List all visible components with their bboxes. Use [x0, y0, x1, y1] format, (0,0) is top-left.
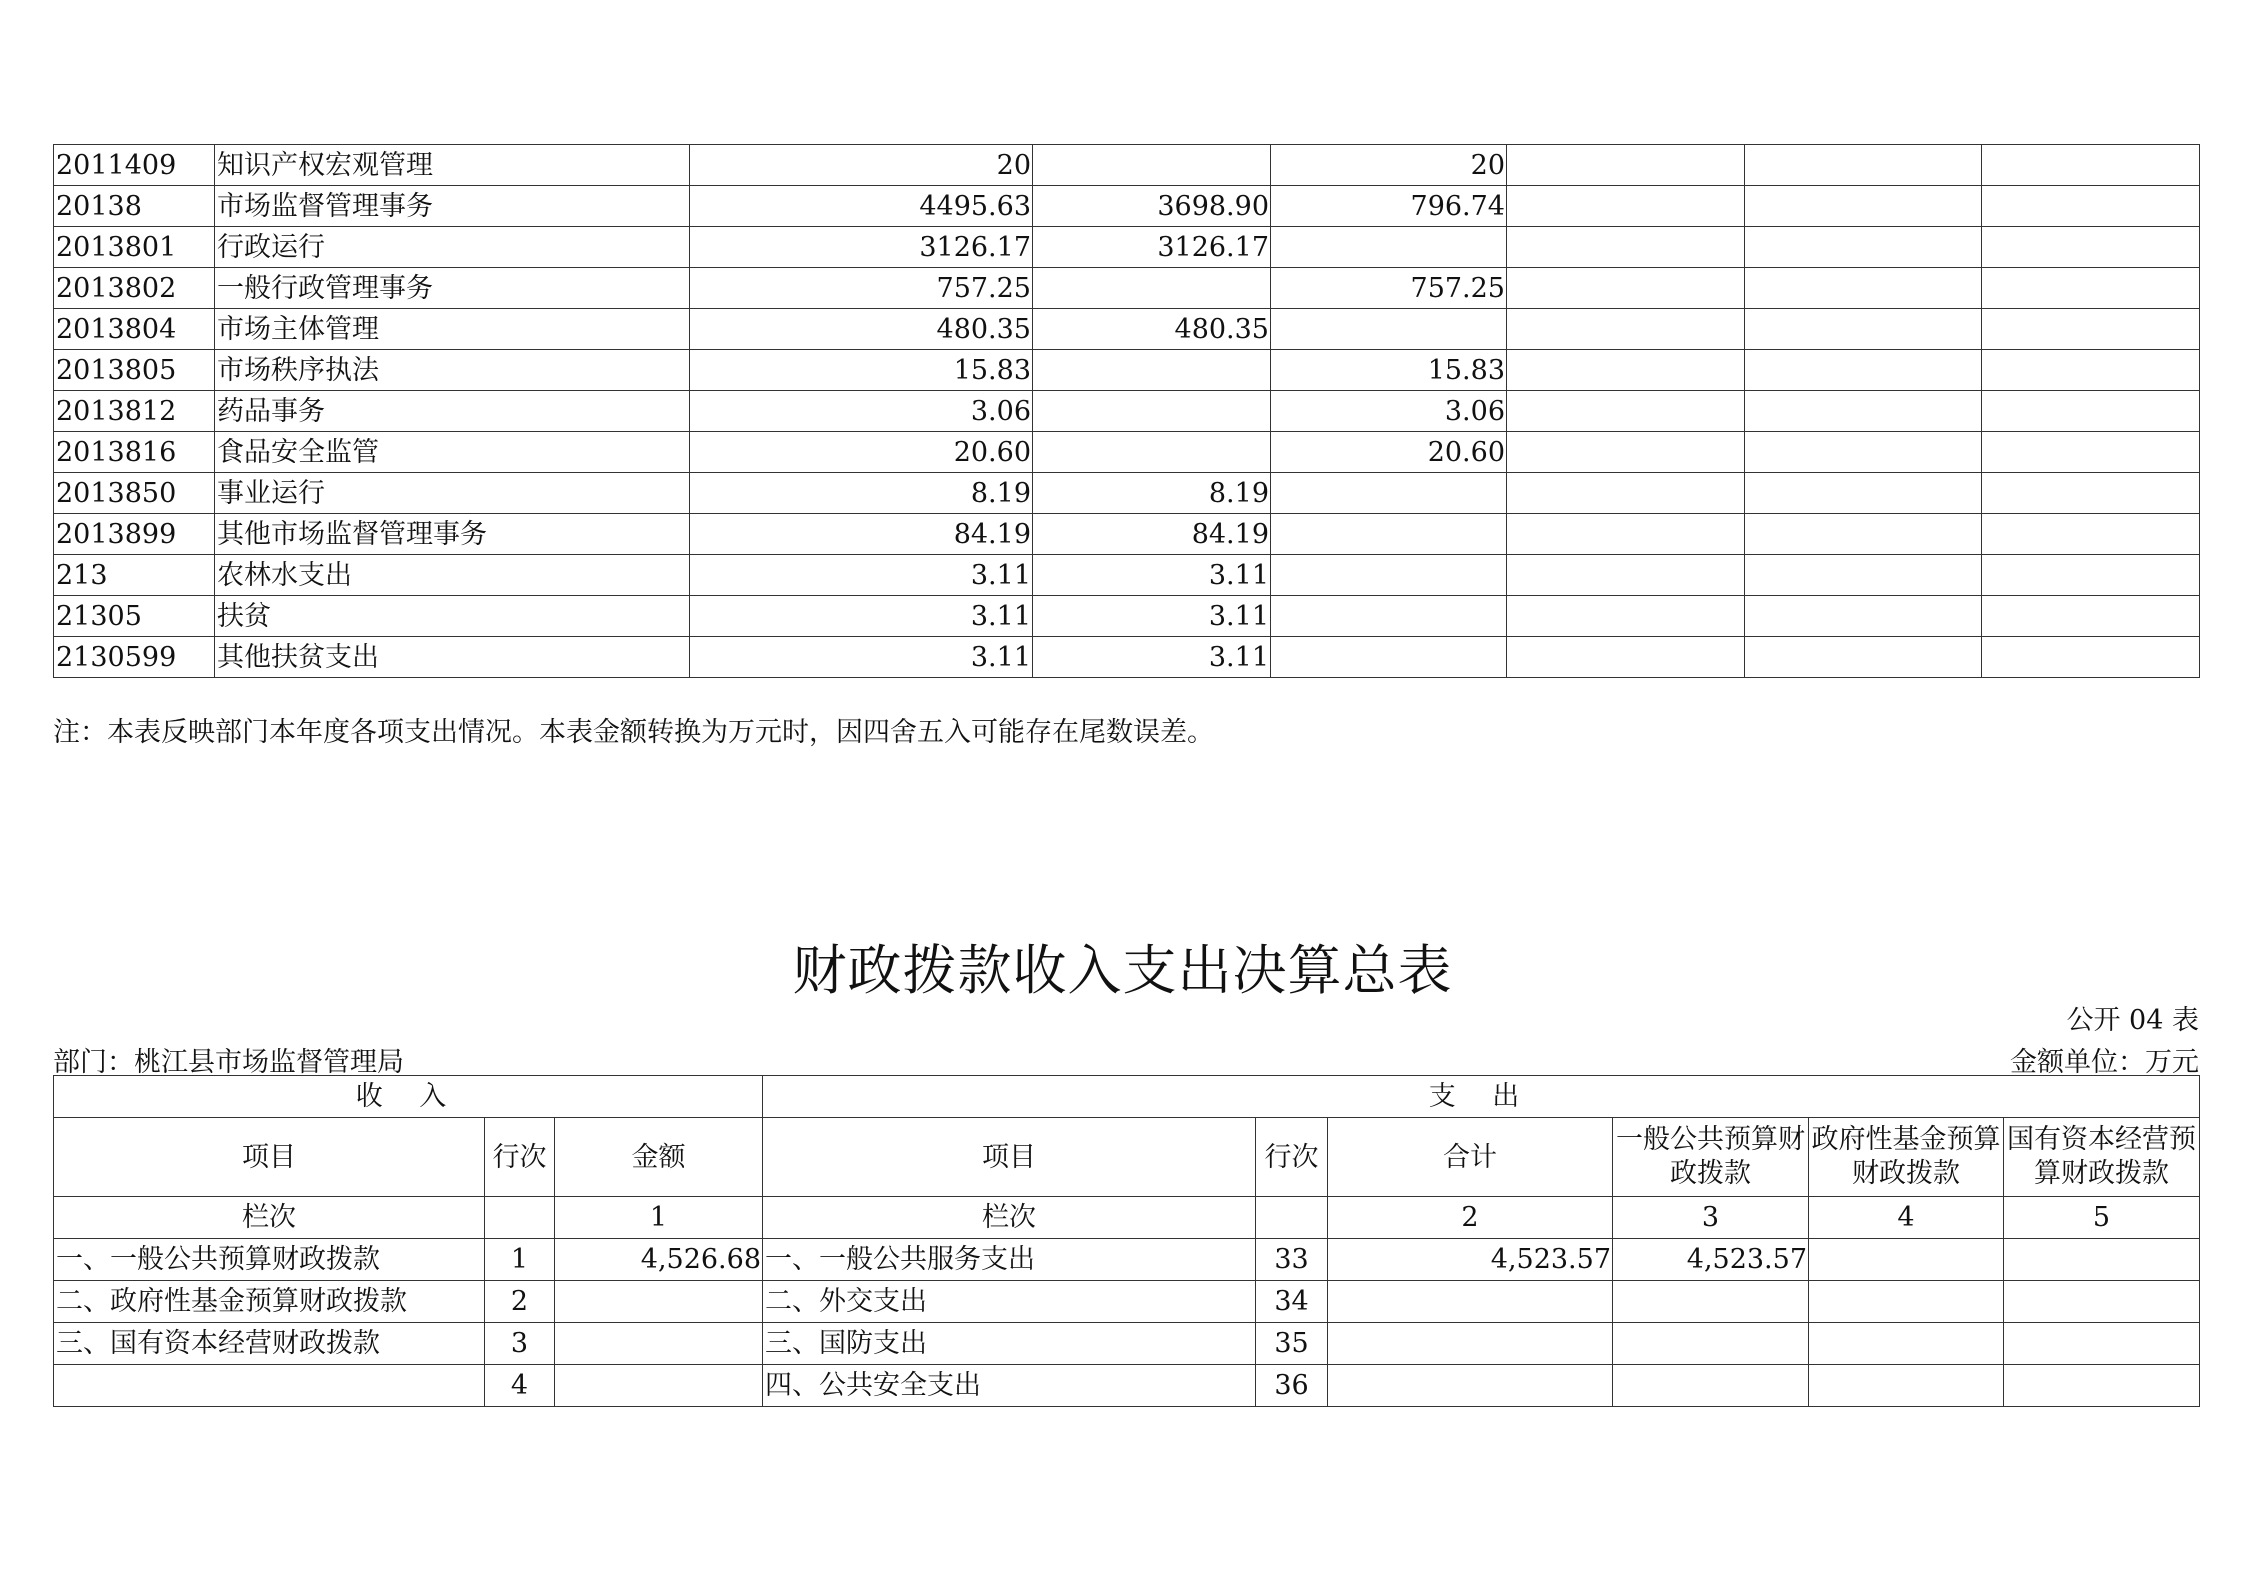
table-row: [54, 1365, 2200, 1407]
amount-unit-label: 金额单位：万元: [2010, 1047, 2199, 1078]
row-extra-cell: [1507, 268, 1745, 309]
column-header-row: [54, 1118, 2200, 1197]
section-header-row: [54, 1076, 2200, 1118]
expense-item-header: 项目: [763, 1118, 1256, 1197]
row-total-cell: 3.11: [690, 596, 1033, 637]
row-basic-cell: [1033, 432, 1271, 473]
fiscal-summary-table: [53, 1075, 2200, 1407]
table-row: [54, 1239, 2200, 1281]
expense-item-cell: 二、外交支出: [763, 1281, 1256, 1323]
expense-lanci-label: 栏次: [763, 1197, 1256, 1239]
expenditure-table-body: [54, 145, 2200, 678]
row-extra-cell: [1982, 391, 2200, 432]
row-extra-cell: [1507, 309, 1745, 350]
row-extra-cell: [1507, 227, 1745, 268]
row-extra-cell: [1507, 637, 1745, 678]
income-item-cell: 一、一般公共预算财政拨款: [54, 1239, 485, 1281]
income-section-header: 收 入: [54, 1076, 763, 1118]
row-project-cell: 796.74: [1271, 186, 1507, 227]
income-item-header: 项目: [54, 1118, 485, 1197]
report-title: 财政拨款收入支出决算总表: [792, 939, 1453, 1002]
row-total-cell: 4495.63: [690, 186, 1033, 227]
row-extra-cell: [1507, 514, 1745, 555]
expense-line-cell: 35: [1256, 1323, 1328, 1365]
row-code-cell: 2011409: [54, 145, 215, 186]
expense-item-cell: 一、一般公共服务支出: [763, 1239, 1256, 1281]
expense-total-cell: 4,523.57: [1328, 1239, 1613, 1281]
column-number-4: 4: [1809, 1197, 2004, 1239]
expense-general-cell: [1613, 1365, 1809, 1407]
row-extra-cell: [1982, 432, 2200, 473]
row-extra-cell: [1982, 309, 2200, 350]
expense-total-cell: [1328, 1281, 1613, 1323]
expenditure-table: [53, 144, 2200, 678]
row-extra-cell: [1507, 555, 1745, 596]
row-extra-cell: [1745, 391, 1982, 432]
expense-fund-cell: [1809, 1239, 2004, 1281]
row-extra-cell: [1507, 186, 1745, 227]
row-basic-cell: 3126.17: [1033, 227, 1271, 268]
expense-state-cell: [2004, 1365, 2200, 1407]
expense-item-cell: 四、公共安全支出: [763, 1365, 1256, 1407]
row-total-cell: 15.83: [690, 350, 1033, 391]
income-item-cell: [54, 1365, 485, 1407]
expense-state-cell: [2004, 1281, 2200, 1323]
row-extra-cell: [1745, 309, 1982, 350]
row-extra-cell: [1507, 350, 1745, 391]
table-row: [54, 268, 2200, 309]
row-basic-cell: 3.11: [1033, 555, 1271, 596]
row-basic-cell: 3.11: [1033, 596, 1271, 637]
row-code-cell: 2013812: [54, 391, 215, 432]
row-total-cell: 3.11: [690, 555, 1033, 596]
income-item-cell: 二、政府性基金预算财政拨款: [54, 1281, 485, 1323]
expense-section-header: 支 出: [763, 1076, 2200, 1118]
row-code-cell: 20138: [54, 186, 215, 227]
row-name-cell: 市场监督管理事务: [215, 186, 690, 227]
income-amount-cell: 4,526.68: [555, 1239, 763, 1281]
row-code-cell: 2013802: [54, 268, 215, 309]
income-lanci-label: 栏次: [54, 1197, 485, 1239]
row-code-cell: 2013805: [54, 350, 215, 391]
row-project-cell: 20.60: [1271, 432, 1507, 473]
table-row: [54, 514, 2200, 555]
state-capital-header: 国有资本经营预算财政拨款: [2004, 1118, 2200, 1197]
row-name-cell: 农林水支出: [215, 555, 690, 596]
income-line-header: 行次: [485, 1118, 555, 1197]
row-name-cell: 扶贫: [215, 596, 690, 637]
table-row: [54, 596, 2200, 637]
income-line-number-cell: [485, 1197, 555, 1239]
income-line-cell: 2: [485, 1281, 555, 1323]
column-number-2: 2: [1328, 1197, 1613, 1239]
row-name-cell: 知识产权宏观管理: [215, 145, 690, 186]
row-basic-cell: 84.19: [1033, 514, 1271, 555]
row-total-cell: 84.19: [690, 514, 1033, 555]
row-name-cell: 行政运行: [215, 227, 690, 268]
row-name-cell: 市场秩序执法: [215, 350, 690, 391]
row-name-cell: 其他市场监督管理事务: [215, 514, 690, 555]
row-name-cell: 一般行政管理事务: [215, 268, 690, 309]
expense-line-cell: 36: [1256, 1365, 1328, 1407]
table-note: 注：本表反映部门本年度各项支出情况。本表金额转换为万元时，因四舍五入可能存在尾数误差。: [53, 717, 1214, 748]
expense-fund-cell: [1809, 1281, 2004, 1323]
row-total-cell: 8.19: [690, 473, 1033, 514]
row-extra-cell: [1982, 186, 2200, 227]
table-row: [54, 1323, 2200, 1365]
row-name-cell: 事业运行: [215, 473, 690, 514]
row-code-cell: 2130599: [54, 637, 215, 678]
row-extra-cell: [1507, 596, 1745, 637]
expense-general-cell: [1613, 1323, 1809, 1365]
table-row: [54, 186, 2200, 227]
row-code-cell: 2013850: [54, 473, 215, 514]
income-amount-cell: [555, 1365, 763, 1407]
expense-state-cell: [2004, 1239, 2200, 1281]
row-extra-cell: [1745, 145, 1982, 186]
row-extra-cell: [1982, 473, 2200, 514]
table-row: [54, 227, 2200, 268]
row-extra-cell: [1982, 596, 2200, 637]
row-project-cell: [1271, 637, 1507, 678]
row-project-cell: 20: [1271, 145, 1507, 186]
expense-state-cell: [2004, 1323, 2200, 1365]
row-extra-cell: [1745, 637, 1982, 678]
row-project-cell: 757.25: [1271, 268, 1507, 309]
row-total-cell: 3.11: [690, 637, 1033, 678]
row-project-cell: [1271, 555, 1507, 596]
row-project-cell: 3.06: [1271, 391, 1507, 432]
row-code-cell: 2013899: [54, 514, 215, 555]
row-extra-cell: [1507, 473, 1745, 514]
table-row: [54, 350, 2200, 391]
row-project-cell: [1271, 473, 1507, 514]
expense-fund-cell: [1809, 1365, 2004, 1407]
row-project-cell: [1271, 227, 1507, 268]
row-total-cell: 757.25: [690, 268, 1033, 309]
row-extra-cell: [1745, 268, 1982, 309]
row-code-cell: 213: [54, 555, 215, 596]
row-total-cell: 20: [690, 145, 1033, 186]
row-extra-cell: [1745, 350, 1982, 391]
row-extra-cell: [1745, 596, 1982, 637]
row-extra-cell: [1982, 145, 2200, 186]
row-total-cell: 480.35: [690, 309, 1033, 350]
row-basic-cell: [1033, 391, 1271, 432]
form-code: 公开 04 表: [2066, 1005, 2199, 1036]
income-line-cell: 3: [485, 1323, 555, 1365]
row-name-cell: 食品安全监管: [215, 432, 690, 473]
row-extra-cell: [1982, 350, 2200, 391]
expense-line-header: 行次: [1256, 1118, 1328, 1197]
row-extra-cell: [1982, 637, 2200, 678]
expense-line-cell: 33: [1256, 1239, 1328, 1281]
row-basic-cell: 3698.90: [1033, 186, 1271, 227]
expense-fund-cell: [1809, 1323, 2004, 1365]
row-extra-cell: [1982, 555, 2200, 596]
expense-general-cell: [1613, 1281, 1809, 1323]
row-extra-cell: [1982, 268, 2200, 309]
row-basic-cell: [1033, 350, 1271, 391]
row-code-cell: 2013804: [54, 309, 215, 350]
row-total-cell: 20.60: [690, 432, 1033, 473]
table-row: [54, 473, 2200, 514]
row-extra-cell: [1982, 227, 2200, 268]
row-extra-cell: [1982, 514, 2200, 555]
table-row: [54, 145, 2200, 186]
row-code-cell: 2013801: [54, 227, 215, 268]
row-project-cell: 15.83: [1271, 350, 1507, 391]
column-number-3: 3: [1613, 1197, 1809, 1239]
income-line-cell: 1: [485, 1239, 555, 1281]
expense-line-number-cell: [1256, 1197, 1328, 1239]
column-number-row: [54, 1197, 2200, 1239]
expense-item-cell: 三、国防支出: [763, 1323, 1256, 1365]
general-budget-header: 一般公共预算财政拨款: [1613, 1118, 1809, 1197]
row-extra-cell: [1745, 432, 1982, 473]
row-extra-cell: [1507, 145, 1745, 186]
table-row: [54, 555, 2200, 596]
row-project-cell: [1271, 514, 1507, 555]
fiscal-summary-table-body: [54, 1076, 2200, 1407]
row-extra-cell: [1507, 391, 1745, 432]
row-extra-cell: [1745, 555, 1982, 596]
expense-total-cell: [1328, 1365, 1613, 1407]
row-basic-cell: 480.35: [1033, 309, 1271, 350]
row-total-cell: 3126.17: [690, 227, 1033, 268]
row-extra-cell: [1507, 432, 1745, 473]
column-number-1: 1: [555, 1197, 763, 1239]
expense-general-cell: 4,523.57: [1613, 1239, 1809, 1281]
row-basic-cell: [1033, 268, 1271, 309]
row-code-cell: 2013816: [54, 432, 215, 473]
income-amount-cell: [555, 1281, 763, 1323]
row-basic-cell: [1033, 145, 1271, 186]
row-project-cell: [1271, 596, 1507, 637]
fund-budget-header: 政府性基金预算财政拨款: [1809, 1118, 2004, 1197]
expense-total-cell: [1328, 1323, 1613, 1365]
income-amount-header: 金额: [555, 1118, 763, 1197]
expense-line-cell: 34: [1256, 1281, 1328, 1323]
table-row: [54, 309, 2200, 350]
table-row: [54, 637, 2200, 678]
table-row: [54, 432, 2200, 473]
income-amount-cell: [555, 1323, 763, 1365]
row-extra-cell: [1745, 473, 1982, 514]
row-extra-cell: [1745, 514, 1982, 555]
department-label: 部门：桃江县市场监督管理局: [53, 1047, 404, 1078]
row-name-cell: 市场主体管理: [215, 309, 690, 350]
income-line-cell: 4: [485, 1365, 555, 1407]
column-number-5: 5: [2004, 1197, 2200, 1239]
row-basic-cell: 3.11: [1033, 637, 1271, 678]
row-total-cell: 3.06: [690, 391, 1033, 432]
row-extra-cell: [1745, 227, 1982, 268]
row-name-cell: 其他扶贫支出: [215, 637, 690, 678]
row-project-cell: [1271, 309, 1507, 350]
table-row: [54, 391, 2200, 432]
row-code-cell: 21305: [54, 596, 215, 637]
table-row: [54, 1281, 2200, 1323]
income-item-cell: 三、国有资本经营财政拨款: [54, 1323, 485, 1365]
row-basic-cell: 8.19: [1033, 473, 1271, 514]
row-extra-cell: [1745, 186, 1982, 227]
expense-total-header: 合计: [1328, 1118, 1613, 1197]
row-name-cell: 药品事务: [215, 391, 690, 432]
